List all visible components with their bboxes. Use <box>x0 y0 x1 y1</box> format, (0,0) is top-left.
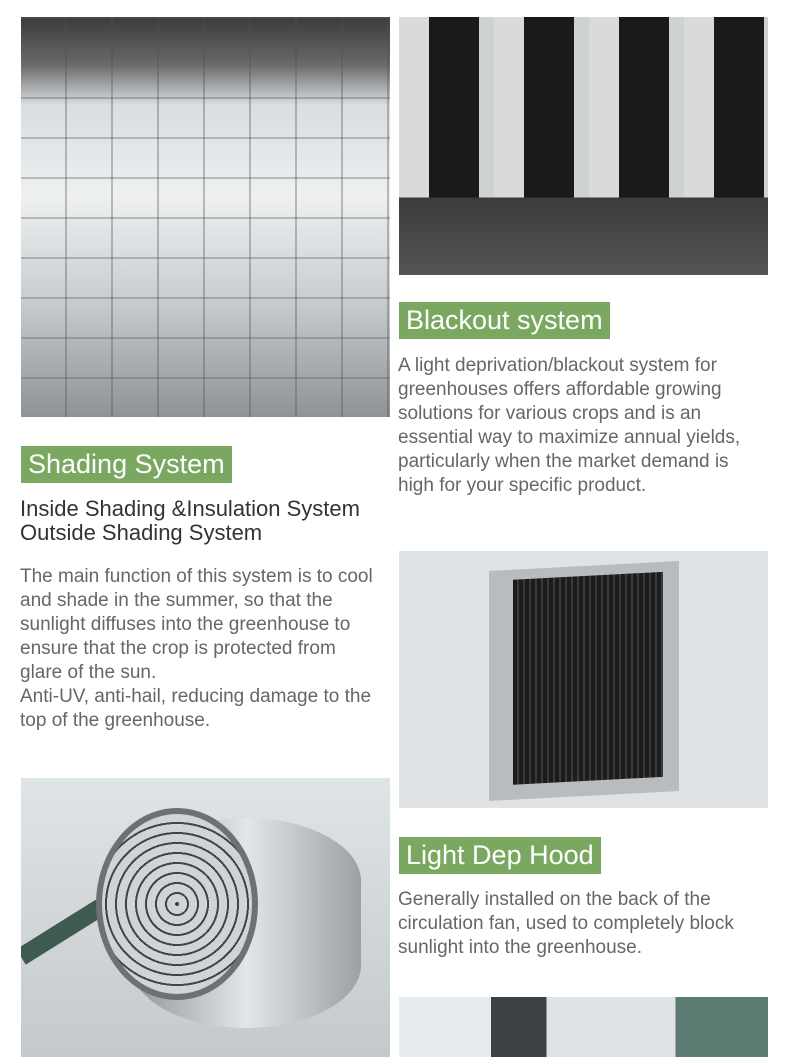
hood-description <box>398 888 734 960</box>
text-line: circulation fan, used to completely block <box>398 913 734 934</box>
hood-frame <box>489 561 679 801</box>
text-line: greenhouses offers affordable growing <box>398 379 722 400</box>
blackout-description <box>398 354 740 498</box>
light-dep-hood-photo <box>399 551 768 808</box>
text-line: Generally installed on the back of the <box>398 889 711 910</box>
text-line: glare of the sun. <box>20 662 157 683</box>
shading-description <box>20 565 373 733</box>
blackout-system-photo <box>399 17 768 275</box>
text-line: essential way to maximize annual yields, <box>398 427 741 448</box>
text-line: sunlight into the greenhouse. <box>398 937 643 958</box>
hood-louvers <box>513 572 663 785</box>
shading-system-label: Shading System <box>21 446 232 483</box>
text-line: Outside Shading System <box>20 520 263 545</box>
text-line: solutions for various crops and is an <box>398 403 702 424</box>
text-line: sunlight diffuses into the greenhouse to <box>20 614 351 635</box>
text-line: Anti-UV, anti-hail, reducing damage to the <box>20 686 372 707</box>
shading-subtitle <box>20 497 360 545</box>
shading-system-photo <box>21 17 390 417</box>
text-line: A light deprivation/blackout system for <box>398 355 717 376</box>
text-line: The main function of this system is to cool <box>20 566 373 587</box>
text-line: particularly when the market demand is <box>398 451 729 472</box>
text-line: ensure that the crop is protected from <box>20 638 336 659</box>
circulation-fan-photo <box>21 778 390 1057</box>
text-line: top of the greenhouse. <box>20 710 211 731</box>
text-line: and shade in the summer, so that the <box>20 590 333 611</box>
light-dep-hood-label: Light Dep Hood <box>399 837 601 874</box>
blackout-system-label: Blackout system <box>399 302 610 339</box>
text-line: high for your specific product. <box>398 475 647 496</box>
text-line: Inside Shading &Insulation System <box>20 496 360 521</box>
greenhouse-equipment-photo <box>399 997 768 1057</box>
fan-grill <box>96 808 258 1000</box>
